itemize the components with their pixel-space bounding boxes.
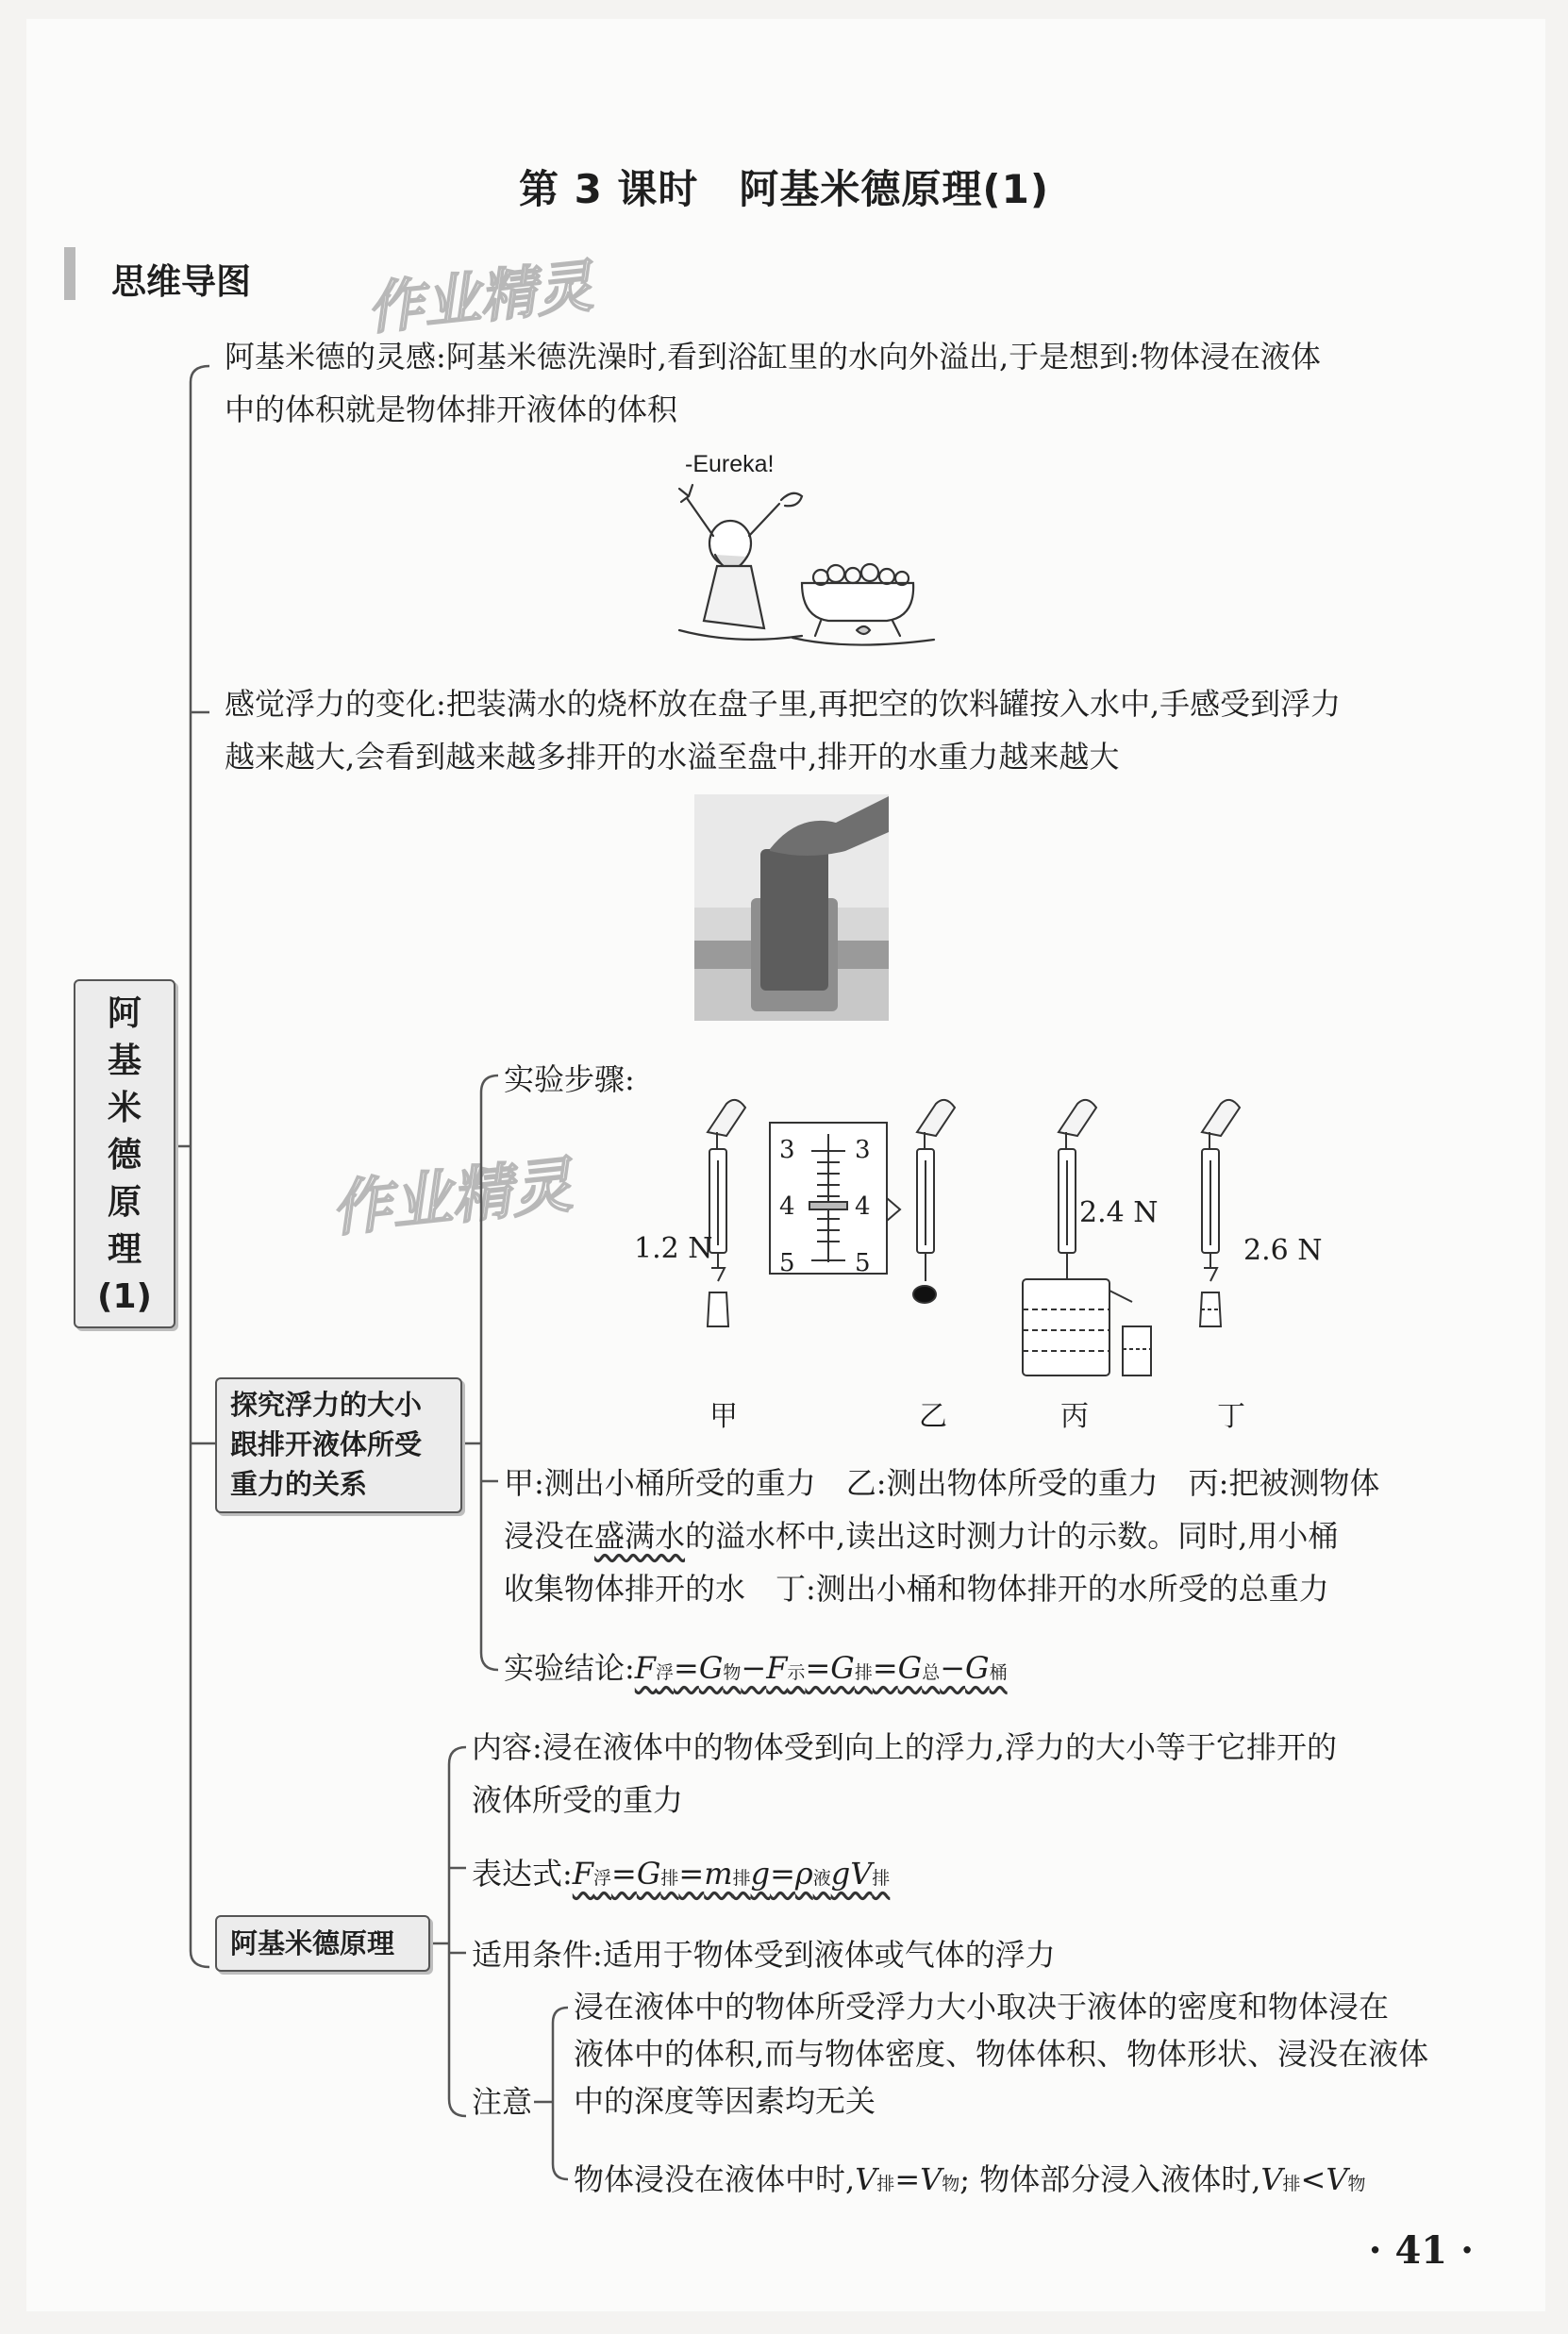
steps-description: 甲:测出小桶所受的重力 乙:测出物体所受的重力 丙:把被测物体 浸没在盛满水的溢水杯中,读出这时测力计的示数。同时,用小桶 收集物体排开的水 丁:测出小桶和物体排开的水所受的总重力 — [504, 1465, 1380, 1607]
principle-node: 阿基米德原理 — [215, 1915, 430, 1972]
root-char: 理 — [107, 1230, 142, 1269]
root-node — [74, 979, 175, 1328]
fig-label-jia: 甲 — [709, 1400, 738, 1433]
root-char: 阿 — [107, 994, 142, 1033]
scale-mark: 3 — [855, 1136, 871, 1164]
root-char: 米 — [107, 1089, 142, 1127]
scale-mark: 3 — [779, 1136, 795, 1164]
root-char: 德 — [107, 1136, 142, 1175]
principle-expression: 表达式:F浮=G排=m排g=ρ液gV排 — [472, 1856, 891, 1892]
note-label: 注意 — [472, 2084, 533, 2120]
scale-mark: 4 — [855, 1192, 871, 1221]
experiment-figure — [623, 1094, 1321, 1434]
scale-mark: 4 — [779, 1192, 795, 1221]
conclusion: 实验结论:F浮=G物−F示=G排=G总−G桶 — [504, 1650, 1008, 1686]
reading-jia: 1.2 N — [634, 1232, 713, 1265]
page-number: · 41 · — [1368, 2228, 1474, 2273]
reading-ding: 2.6 N — [1243, 1234, 1323, 1267]
root-char: 原 — [107, 1183, 142, 1222]
watermark: 作业精灵 — [363, 253, 596, 343]
scale-mark: 5 — [779, 1249, 795, 1277]
scale-mark: 5 — [855, 1249, 871, 1277]
can-pressing-photo — [694, 794, 889, 1021]
reading-bing: 2.4 N — [1079, 1196, 1159, 1229]
feeling-text: 感觉浮力的变化:把装满水的烧杯放在盘子里,再把空的饮料罐按入水中,手感受到浮力 越来越大,会看到越来越多排开的水溢至盘中,排开的水重力越来越大 — [225, 686, 1342, 775]
principle-condition: 适用条件:适用于物体受到液体或气体的浮力 — [472, 1937, 1056, 1973]
watermark: 作业精灵 — [327, 1150, 575, 1246]
fig-label-yi: 乙 — [919, 1400, 947, 1433]
eureka-caption: -Eureka! — [685, 451, 775, 477]
conclusion-formula: F浮=G物−F示=G排=G总−G桶 — [634, 1650, 1008, 1686]
inspiration-text: 阿基米德的灵感:阿基米德洗澡时,看到浴缸里的水向外溢出,于是想到:物体浸在液体 中的体积就是物体排开液体的体积 — [225, 339, 1321, 427]
steps-label: 实验步骤: — [504, 1061, 635, 1097]
root-char: (1) — [97, 1277, 152, 1316]
root-char: 基 — [107, 1042, 142, 1080]
section-title: 思维导图 — [111, 261, 251, 302]
note-2: 物体浸没在液体中时,V排=V物; 物体部分浸入液体时,V排<V物 — [574, 2161, 1366, 2197]
expression-formula: F浮=G排=m排g=ρ液gV排 — [572, 1856, 891, 1892]
principle-content: 内容:浸在液体中的物体受到向上的浮力,浮力的大小等于它排开的 液体所受的重力 — [472, 1729, 1337, 1818]
explore-node: 探究浮力的大小 跟排开液体所受 重力的关系 — [215, 1377, 462, 1513]
archimedes-bath-illustration — [660, 479, 943, 649]
fig-label-bing: 丙 — [1060, 1400, 1089, 1433]
fig-label-ding: 丁 — [1217, 1400, 1245, 1433]
page-title: 第 3 课时 阿基米德原理(1) — [518, 166, 1050, 212]
note-1: 浸在液体中的物体所受浮力大小取决于液体的密度和物体浸在 液体中的体积,而与物体密度、物体体积、物体形状、浸没在液体 中的深度等因素均无关 — [574, 1989, 1429, 2119]
